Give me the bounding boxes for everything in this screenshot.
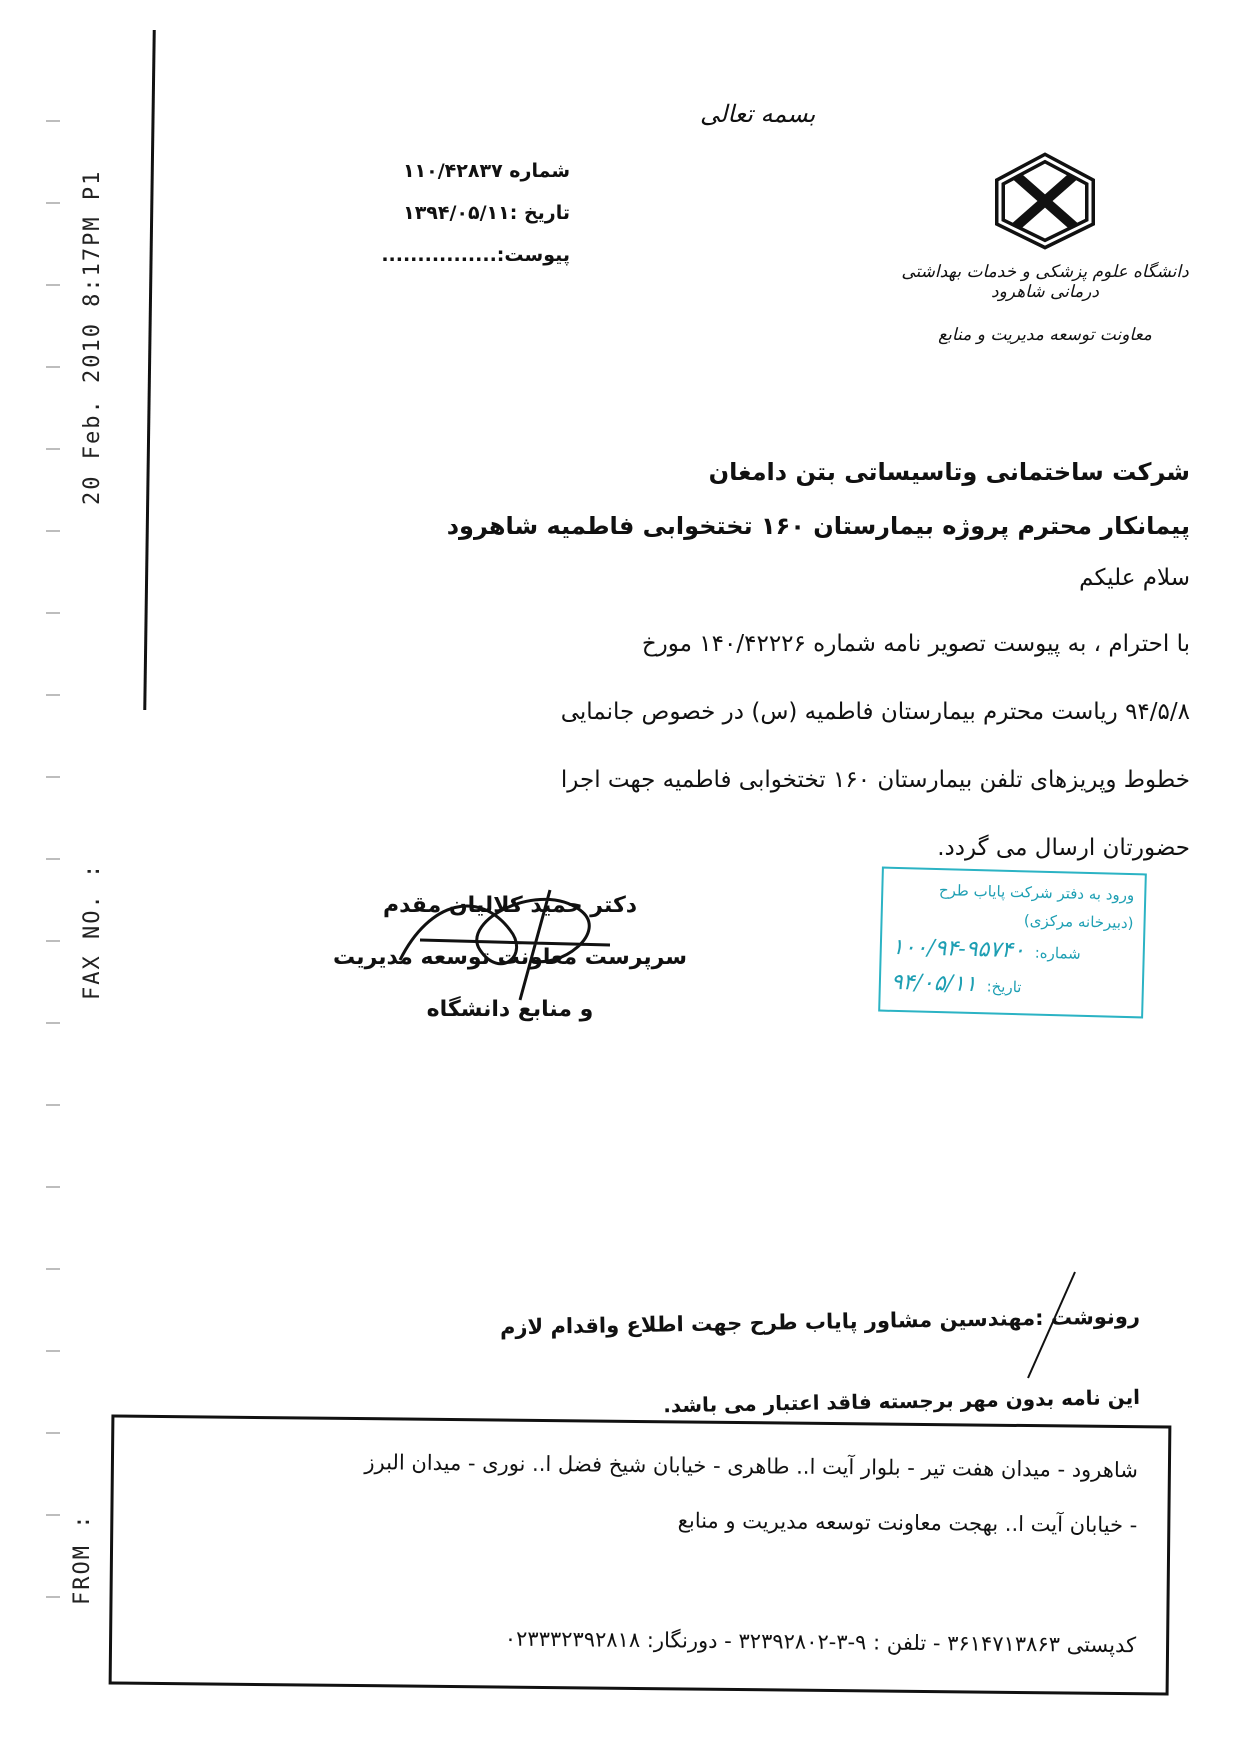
letter-body (310, 610, 1190, 882)
validity-notice: این نامه بدون مهر برجسته فاقد اعتبار می باشد. (663, 1384, 1141, 1418)
university-logo-icon (990, 150, 1100, 250)
stamp-number-label: شماره: (1034, 943, 1081, 963)
reference-number: شماره ۱۱۰/۴۲۸۳۷ (402, 160, 570, 182)
stamp-office: ورود به دفتر شرکت پایاب طرح (938, 881, 1135, 905)
margin-rule (143, 30, 155, 710)
stamp-number-value: ۱۰۰/۹۴-۹۵۷۴۰ (891, 934, 1026, 964)
recipient-block (420, 445, 1190, 553)
fax-number-label: FAX NO. : (80, 862, 105, 1000)
fax-edge-marks (46, 40, 60, 1620)
footer-address-continued: - خیابان آیت ا.. بهجت معاونت توسعه مدیریت و منابع (677, 1508, 1138, 1538)
stamp-date-value: ۹۴/۰۵/۱۱ (890, 969, 977, 998)
recipient-role: پیمانکار محترم پروژه بیمارستان ۱۶۰ تختخوابی فاطمیه شاهرود (446, 512, 1190, 540)
footer-contact: کدپستی ۳۶۱۴۷۱۳۸۶۳ - تلفن : ۹-۳-۳۲۳۹۲۸۰۲ - دورنگار: ۰۲۳۳۳۲۳۹۲۸۱۸ (504, 1626, 1137, 1658)
stamp-date-row (890, 966, 1132, 1007)
signatory-title-continued: و منابع دانشگاه (426, 997, 594, 1022)
university-name: دانشگاه علوم پزشکی و خدمات بهداشتی درمانی شاهرود (901, 262, 1189, 302)
handwritten-signature-icon (360, 860, 660, 1020)
stamp-date-label: تاریخ: (986, 977, 1022, 997)
salutation: سلام علیکم (1079, 565, 1190, 591)
fax-from-label: FROM : (70, 1513, 95, 1605)
fax-header: 20 Feb. 2010 8:17PM P1 (80, 169, 105, 505)
body-line: ۹۴/۵/۸ ریاست محترم بیمارستان فاطمیه (س) در خصوص جانمایی (560, 699, 1190, 725)
signatory-name: دکتر حمید کلالیان مقدم (382, 893, 638, 918)
reference-attachment: پیوست:................ (381, 244, 570, 266)
carbon-copy-line: رونوشت :مهندسین مشاور پایاب طرح جهت اطلاع واقدام لازم (499, 1304, 1141, 1340)
body-line: حضورتان ارسال می گردد. (937, 835, 1190, 861)
stamp-secretariat: (دبیرخانه مرکزی) (1023, 911, 1134, 933)
reference-block (330, 160, 570, 286)
footer-address: شاهرود - میدان هفت تیر - بلوار آیت ا.. طاهری - خیابان شیخ فضل ا.. نوری - میدان البرز (364, 1450, 1139, 1483)
reference-date: تاریخ :۱۳۹۴/۰۵/۱۱ (403, 202, 570, 224)
body-line: با احترام ، به پیوست تصویر نامه شماره ۱۴۰/۴۲۲۲۶ مورخ (641, 631, 1190, 657)
basmala: بسمه تعالی (700, 100, 816, 128)
address-footer (109, 1414, 1172, 1695)
receipt-stamp (878, 867, 1147, 1019)
signatory-title: سرپرست معاونت توسعه مدیریت (333, 945, 687, 970)
deputy-name: معاونت توسعه مدیریت و منابع (938, 325, 1152, 345)
body-line: خطوط وپریزهای تلفن بیمارستان ۱۶۰ تختخوابی فاطمیه جهت اجرا (560, 767, 1190, 793)
recipient-company: شرکت ساختمانی وتاسیساتی بتن دامغان (708, 458, 1190, 486)
